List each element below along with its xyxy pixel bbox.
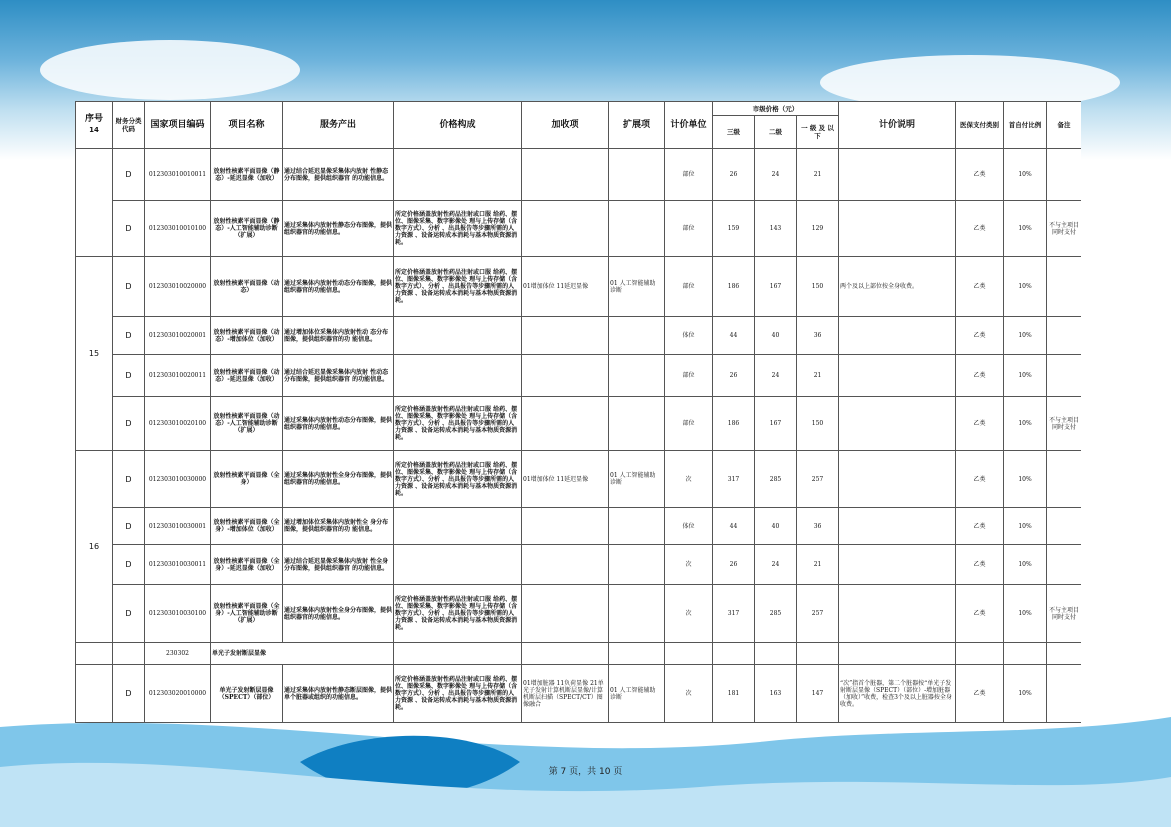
- table-row: [76, 451, 1082, 508]
- price-level1-cell: 36: [797, 317, 839, 355]
- service-cell: 通过结合延迟显像采集体内放射 性静态分布图像，提供组织器官 的功能信息。: [283, 149, 394, 201]
- price-level1-cell: 257: [797, 451, 839, 508]
- ins-type-cell: 乙类: [956, 355, 1004, 397]
- price-level1-cell: 36: [797, 508, 839, 545]
- self-ratio-cell: 10%: [1004, 149, 1047, 201]
- fin-code-cell: D: [113, 201, 145, 257]
- remark-cell: [1047, 149, 1081, 201]
- item-name-cell: 放射性核素平面显像（全身）: [211, 451, 283, 508]
- table-row: [76, 355, 1082, 397]
- header-ins-type: 医保支付类别: [956, 102, 1004, 149]
- section-row: [76, 643, 1082, 665]
- price-comp-cell: [394, 149, 522, 201]
- price-table-container: [75, 101, 1081, 723]
- unit-cell: 次: [665, 665, 713, 723]
- ext-cell: [609, 508, 665, 545]
- addon-cell: 01增加体位 11延迟显像: [522, 451, 609, 508]
- ext-cell: 01 人工智能辅助 诊断: [609, 257, 665, 317]
- remark-cell: 不与主项目同时支付: [1047, 585, 1081, 643]
- price-level2-cell: 24: [755, 355, 797, 397]
- code-cell: 012303010030100: [145, 585, 211, 643]
- header-level2: 二级: [755, 116, 797, 149]
- self-ratio-cell: 10%: [1004, 201, 1047, 257]
- addon-cell: [522, 545, 609, 585]
- remark-cell: 不与主项目同时支付: [1047, 397, 1081, 451]
- item-name-cell: 放射性核素平面显像（静态）-人工智能辅助诊断（扩展）: [211, 201, 283, 257]
- price-comp-cell: 所定价格涵盖放射性药品注射或口服 给药、摆位、图像采集、数字影像处 理与上传存储（含数字方式）、分析 、出具报告等步骤所需的人力资源 、设备运转成本消耗与基本物质资源消 耗。: [394, 257, 522, 317]
- price-level2-cell: 163: [755, 665, 797, 723]
- group-seq: [76, 149, 113, 257]
- table-row: [76, 665, 1082, 723]
- unit-cell: 体位: [665, 508, 713, 545]
- addon-cell: [522, 397, 609, 451]
- ins-type-cell: 乙类: [956, 451, 1004, 508]
- price-level3-cell: 317: [713, 585, 755, 643]
- service-cell: 通过增加体位采集体内放射性动 态分布图像，提供组织器官的功 能信息。: [283, 317, 394, 355]
- fin-code-cell: D: [113, 397, 145, 451]
- price-level1-cell: 147: [797, 665, 839, 723]
- addon-cell: 01增加脏器 11负荷显像 21单光子发射计算机断层显像/计算机断层扫描（SPECT/CT）图像融合: [522, 665, 609, 723]
- code-cell: 012303010020011: [145, 355, 211, 397]
- unit-cell: 部位: [665, 397, 713, 451]
- item-name-cell: 放射性核素平面显像（全身）-延迟显像（加收）: [211, 545, 283, 585]
- price-level3-cell: 186: [713, 257, 755, 317]
- price-level3-cell: 44: [713, 508, 755, 545]
- header-self-ratio: 首自付比例: [1004, 102, 1047, 149]
- table-row: [76, 545, 1082, 585]
- fin-code-cell: D: [113, 665, 145, 723]
- self-ratio-cell: 10%: [1004, 585, 1047, 643]
- service-cell: 通过采集体内放射性动态分布图像，提供组织器官的功能信息。: [283, 257, 394, 317]
- price-comp-cell: 所定价格涵盖放射性药品注射或口服 给药、摆位、图像采集、数字影像处 理与上传存储（含数字方式）、分析 、出具报告等步骤所需的人力资源 、设备运转成本消耗与基本物质资源消 耗。: [394, 451, 522, 508]
- explain-cell: “次”指首个脏器，第二个脏器按“单光子发射断层显像（SPECT）（部位）-增加脏器（加收）”收费，检查3个及以上脏器按全身收费。: [839, 665, 956, 723]
- ext-cell: [609, 397, 665, 451]
- fin-code-cell: D: [113, 451, 145, 508]
- section-code: 230302: [145, 643, 211, 665]
- fin-code-cell: D: [113, 585, 145, 643]
- addon-cell: [522, 317, 609, 355]
- price-level1-cell: 129: [797, 201, 839, 257]
- price-comp-cell: [394, 317, 522, 355]
- self-ratio-cell: 10%: [1004, 665, 1047, 723]
- price-level2-cell: 24: [755, 545, 797, 585]
- remark-cell: [1047, 451, 1081, 508]
- fin-code-cell: D: [113, 545, 145, 585]
- item-name-cell: 单光子发射断层显像（SPECT）（部位）: [211, 665, 283, 723]
- unit-cell: 部位: [665, 355, 713, 397]
- addon-cell: [522, 355, 609, 397]
- explain-cell: [839, 201, 956, 257]
- ins-type-cell: 乙类: [956, 257, 1004, 317]
- addon-cell: 01增加体位 11延迟显像: [522, 257, 609, 317]
- remark-cell: 不与主项目同时支付: [1047, 201, 1081, 257]
- item-name-cell: 放射性核素平面显像（全身）-人工智能辅助诊断（扩展）: [211, 585, 283, 643]
- explain-cell: [839, 585, 956, 643]
- explain-cell: [839, 451, 956, 508]
- price-level1-cell: 21: [797, 545, 839, 585]
- header-explain: 计价说明: [839, 102, 956, 149]
- remark-cell: [1047, 257, 1081, 317]
- self-ratio-cell: 10%: [1004, 397, 1047, 451]
- addon-cell: [522, 149, 609, 201]
- table-row: [76, 149, 1082, 201]
- remark-cell: [1047, 665, 1081, 723]
- unit-cell: 部位: [665, 201, 713, 257]
- item-name-cell: 放射性核素平面显像（动态）-人工智能辅助诊断（扩展）: [211, 397, 283, 451]
- item-name-cell: 放射性核素平面显像（动态）: [211, 257, 283, 317]
- page-number: 第 7 页，共 10 页: [548, 767, 623, 777]
- fin-code-cell: D: [113, 257, 145, 317]
- service-cell: 通过采集体内放射性静态断层图像，提供单个脏器或组织的功能信息。: [283, 665, 394, 723]
- self-ratio-cell: 10%: [1004, 508, 1047, 545]
- table-row: [76, 257, 1082, 317]
- price-level3-cell: 159: [713, 201, 755, 257]
- price-level3-cell: 186: [713, 397, 755, 451]
- header-price-group: 市级价格（元）: [713, 102, 839, 116]
- unit-cell: 次: [665, 451, 713, 508]
- price-level2-cell: 285: [755, 585, 797, 643]
- service-cell: 通过结合延迟显像采集体内放射 性全身分布图像，提供组织器官 的功能信息。: [283, 545, 394, 585]
- code-cell: 012303010010011: [145, 149, 211, 201]
- header-level3: 三级: [713, 116, 755, 149]
- self-ratio-cell: 10%: [1004, 257, 1047, 317]
- ext-cell: [609, 545, 665, 585]
- price-level2-cell: 143: [755, 201, 797, 257]
- price-comp-cell: [394, 355, 522, 397]
- price-comp-cell: 所定价格涵盖放射性药品注射或口服 给药、摆位、图像采集、数字影像处 理与上传存储（含数字方式）、分析 、出具报告等步骤所需的人力资源 、设备运转成本消耗与基本物质资源消 耗。: [394, 397, 522, 451]
- service-cell: 通过结合延迟显像采集体内放射 性动态分布图像，提供组织器官 的功能信息。: [283, 355, 394, 397]
- table-row: [76, 317, 1082, 355]
- code-cell: 012303010030001: [145, 508, 211, 545]
- item-name-cell: 放射性核素平面显像（动态）-增加体位（加收）: [211, 317, 283, 355]
- price-comp-cell: [394, 508, 522, 545]
- addon-cell: [522, 201, 609, 257]
- price-level3-cell: 26: [713, 149, 755, 201]
- ins-type-cell: 乙类: [956, 508, 1004, 545]
- unit-cell: 次: [665, 585, 713, 643]
- ins-type-cell: 乙类: [956, 665, 1004, 723]
- ext-cell: [609, 355, 665, 397]
- ins-type-cell: 乙类: [956, 201, 1004, 257]
- code-cell: 012303010020000: [145, 257, 211, 317]
- ext-cell: [609, 317, 665, 355]
- price-level3-cell: 26: [713, 545, 755, 585]
- price-level1-cell: 21: [797, 355, 839, 397]
- item-name-cell: 放射性核素平面显像（动态）-延迟显像（加收）: [211, 355, 283, 397]
- price-level2-cell: 167: [755, 257, 797, 317]
- table-row: [76, 585, 1082, 643]
- header-level1: 一 级 及 以 下: [797, 116, 839, 149]
- price-level1-cell: 21: [797, 149, 839, 201]
- fin-code-cell: D: [113, 355, 145, 397]
- price-level2-cell: 40: [755, 508, 797, 545]
- remark-cell: [1047, 317, 1081, 355]
- unit-cell: 次: [665, 545, 713, 585]
- code-cell: 012303020010000: [145, 665, 211, 723]
- explain-cell: [839, 508, 956, 545]
- fin-code-cell: D: [113, 508, 145, 545]
- remark-cell: [1047, 508, 1081, 545]
- service-cell: 通过采集体内放射性全身分布图像，提供组织器官的功能信息。: [283, 585, 394, 643]
- self-ratio-cell: 10%: [1004, 317, 1047, 355]
- ext-cell: [609, 585, 665, 643]
- explain-cell: [839, 149, 956, 201]
- ext-cell: [609, 201, 665, 257]
- header-item-name: 项目名称: [211, 102, 283, 149]
- group-seq: 15: [76, 257, 113, 451]
- code-cell: 012303010010100: [145, 201, 211, 257]
- header-addon: 加收项: [522, 102, 609, 149]
- price-comp-cell: 所定价格涵盖放射性药品注射或口服 给药、摆位、图像采集、数字影像处 理与上传存储（含数字方式）、分析 、出具报告等步骤所需的人力资源 、设备运转成本消耗与基本物质资源消 耗。: [394, 665, 522, 723]
- header-service: 服务产出: [283, 102, 394, 149]
- table-row: [76, 201, 1082, 257]
- explain-cell: [839, 317, 956, 355]
- header-fin-code: 财务分类代码: [113, 102, 145, 149]
- header-nat-code: 国家项目编码: [145, 102, 211, 149]
- ext-cell: 01 人工智能辅助 诊断: [609, 451, 665, 508]
- addon-cell: [522, 585, 609, 643]
- explain-cell: [839, 397, 956, 451]
- service-cell: 通过增加体位采集体内放射性全 身分布图像，提供组织器官的功 能信息。: [283, 508, 394, 545]
- self-ratio-cell: 10%: [1004, 545, 1047, 585]
- fin-code-cell: D: [113, 317, 145, 355]
- price-level3-cell: 26: [713, 355, 755, 397]
- unit-cell: 部位: [665, 257, 713, 317]
- price-level3-cell: 44: [713, 317, 755, 355]
- section-name: 单光子发射断层显像: [211, 643, 394, 665]
- price-table: [75, 101, 1081, 723]
- service-cell: 通过采集体内放射性全身分布图像，提供组织器官的功能信息。: [283, 451, 394, 508]
- table-row: [76, 397, 1082, 451]
- group-seq: 16: [76, 451, 113, 643]
- price-level2-cell: 40: [755, 317, 797, 355]
- item-name-cell: 放射性核素平面显像（全身）-增加体位（加收）: [211, 508, 283, 545]
- service-cell: 通过采集体内放射性动态分布图像，提供组织器官的功能信息。: [283, 397, 394, 451]
- ins-type-cell: 乙类: [956, 585, 1004, 643]
- code-cell: 012303010030000: [145, 451, 211, 508]
- unit-cell: 部位: [665, 149, 713, 201]
- header-unit: 计价单位: [665, 102, 713, 149]
- ins-type-cell: 乙类: [956, 545, 1004, 585]
- price-level2-cell: 285: [755, 451, 797, 508]
- remark-cell: [1047, 355, 1081, 397]
- header-seq: 序号 14: [76, 102, 113, 149]
- price-level2-cell: 24: [755, 149, 797, 201]
- code-cell: 012303010030011: [145, 545, 211, 585]
- code-cell: 012303010020001: [145, 317, 211, 355]
- table-row: [76, 508, 1082, 545]
- price-level1-cell: 257: [797, 585, 839, 643]
- remark-cell: [1047, 545, 1081, 585]
- cloud-decoration: [40, 40, 300, 100]
- fin-code-cell: D: [113, 149, 145, 201]
- ext-cell: [609, 149, 665, 201]
- service-cell: 通过采集体内放射性静态分布图像，提供组织器官的功能信息。: [283, 201, 394, 257]
- price-level3-cell: 317: [713, 451, 755, 508]
- header-ext: 扩展项: [609, 102, 665, 149]
- ins-type-cell: 乙类: [956, 397, 1004, 451]
- code-cell: 012303010020100: [145, 397, 211, 451]
- self-ratio-cell: 10%: [1004, 451, 1047, 508]
- header-price-comp: 价格构成: [394, 102, 522, 149]
- explain-cell: [839, 545, 956, 585]
- item-name-cell: 放射性核素平面显像（静态）-延迟显像（加收）: [211, 149, 283, 201]
- explain-cell: [839, 355, 956, 397]
- price-comp-cell: 所定价格涵盖放射性药品注射或口服 给药、摆位、图像采集、数字影像处 理与上传存储（含数字方式）、分析 、出具报告等步骤所需的人力资源 、设备运转成本消耗与基本物质资源消 耗。: [394, 585, 522, 643]
- header-remark: 备注: [1047, 102, 1081, 149]
- price-comp-cell: [394, 545, 522, 585]
- self-ratio-cell: 10%: [1004, 355, 1047, 397]
- ins-type-cell: 乙类: [956, 149, 1004, 201]
- price-comp-cell: 所定价格涵盖放射性药品注射或口服 给药、摆位、图像采集、数字影像处 理与上传存储（含数字方式）、分析 、出具报告等步骤所需的人力资源 、设备运转成本消耗与基本物质资源消 耗。: [394, 201, 522, 257]
- price-level2-cell: 167: [755, 397, 797, 451]
- price-level1-cell: 150: [797, 397, 839, 451]
- price-level1-cell: 150: [797, 257, 839, 317]
- ins-type-cell: 乙类: [956, 317, 1004, 355]
- price-level3-cell: 181: [713, 665, 755, 723]
- ext-cell: 01 人工智能辅助 诊断: [609, 665, 665, 723]
- addon-cell: [522, 508, 609, 545]
- explain-cell: 两个及以上部位按全身收费。: [839, 257, 956, 317]
- unit-cell: 体位: [665, 317, 713, 355]
